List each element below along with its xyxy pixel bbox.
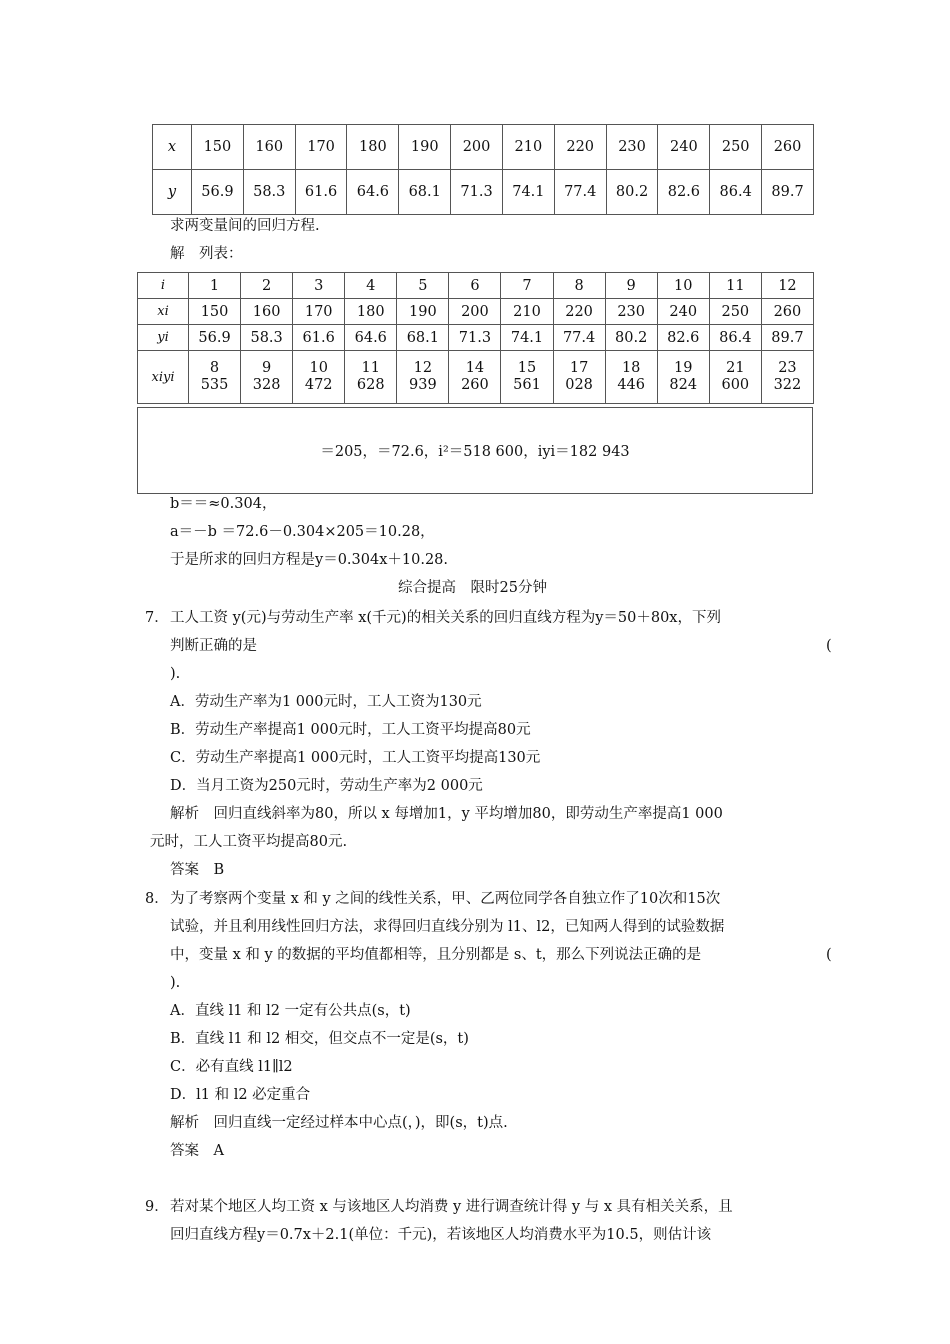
table-cell: 3 xyxy=(293,273,345,299)
q8-answer: 答案 A xyxy=(170,1143,224,1159)
q7-analysis-line1: 解析 回归直线斜率为80，所以 x 每增加1，y 平均增加80，即劳动生产率提高1 000 xyxy=(170,806,723,822)
table-cell: 74.1 xyxy=(501,325,553,351)
table-cell: 64.6 xyxy=(347,170,399,215)
q7-answer: 答案 B xyxy=(170,862,225,878)
table-cell: 68.1 xyxy=(399,170,451,215)
table-row xyxy=(138,351,814,404)
q9-line2: 回归直线方程y＝0.7x＋2.1(单位：千元)，若该地区人均消费水平为10.5，则估计该 xyxy=(170,1227,712,1243)
table-cell: 82.6 xyxy=(657,325,709,351)
table-cell: 23 322 xyxy=(761,351,813,404)
table-cell: 64.6 xyxy=(345,325,397,351)
slope-calc: b＝＝≈0.304， xyxy=(170,496,277,512)
table-cell: 10 xyxy=(657,273,709,299)
table-cell: 220 xyxy=(553,299,605,325)
summary-box xyxy=(137,407,813,494)
table-cell: 56.9 xyxy=(189,325,241,351)
table-cell: 260 xyxy=(761,299,813,325)
table-row xyxy=(153,125,814,170)
table-cell: 17 028 xyxy=(553,351,605,404)
table-cell: 77.4 xyxy=(553,325,605,351)
table-cell: 58.3 xyxy=(243,170,295,215)
table-row xyxy=(138,273,814,299)
table-cell: 190 xyxy=(397,299,449,325)
table-cell: 7 xyxy=(501,273,553,299)
table-cell: 250 xyxy=(710,125,762,170)
q8-analysis: 解析 回归直线一定经过样本中心点(，)，即(s，t)点. xyxy=(170,1115,508,1131)
table-cell: 260 xyxy=(762,125,814,170)
table-cell: 150 xyxy=(189,299,241,325)
row-header-cell: y xyxy=(153,170,192,215)
q8-line3: 中，变量 x 和 y 的数据的平均值都相等，且分别都是 s、t，那么下列说法正确的是 xyxy=(170,947,702,963)
table-row xyxy=(138,299,814,325)
table-cell: 240 xyxy=(658,125,710,170)
q8-line1: 为了考察两个变量 x 和 y 之间的线性关系，甲、乙两位同学各自独立作了10次和15次 xyxy=(170,891,721,907)
data-table-x-y xyxy=(152,124,814,215)
q9-line1: 若对某个地区人均工资 x 与该地区人均消费 y 进行调查统计得 y 与 x 具有相关关系，且 xyxy=(170,1199,733,1215)
table-cell: 210 xyxy=(501,299,553,325)
table-cell: 68.1 xyxy=(397,325,449,351)
q7-line1: 工人工资 y(元)与劳动生产率 x(千元)的相关关系的回归直线方程为y＝50＋80x，下列 xyxy=(170,610,721,626)
table-cell: 1 xyxy=(189,273,241,299)
table-cell: 230 xyxy=(606,125,658,170)
q7-option-a: A．劳动生产率为1 000元时，工人工资为130元 xyxy=(170,694,482,710)
table-cell: 21 600 xyxy=(709,351,761,404)
table-cell: 200 xyxy=(449,299,501,325)
table-cell: 61.6 xyxy=(295,170,347,215)
table-cell: 180 xyxy=(345,299,397,325)
q8-paren-open: ( xyxy=(826,947,832,963)
q8-paren-close: ). xyxy=(170,975,181,991)
table-cell: 230 xyxy=(605,299,657,325)
q7-number: 7． xyxy=(145,610,169,626)
row-header-cell: x xyxy=(153,125,192,170)
q7-paren-close: ). xyxy=(170,666,181,682)
table-cell: 9 328 xyxy=(241,351,293,404)
q7-analysis-line2: 元时，工人工资平均提高80元. xyxy=(150,834,348,850)
table-cell: 86.4 xyxy=(709,325,761,351)
table-cell: 250 xyxy=(709,299,761,325)
table-cell: 200 xyxy=(451,125,503,170)
table-cell: 82.6 xyxy=(658,170,710,215)
table-cell: 12 939 xyxy=(397,351,449,404)
table-cell: 14 260 xyxy=(449,351,501,404)
table-cell: 11 xyxy=(709,273,761,299)
table-cell: 77.4 xyxy=(554,170,606,215)
row-header-cell: xiyi xyxy=(138,351,189,404)
table-cell: 4 xyxy=(345,273,397,299)
table-cell: 74.1 xyxy=(502,170,554,215)
table-cell: 170 xyxy=(293,299,345,325)
computation-table xyxy=(137,272,814,404)
table-cell: 86.4 xyxy=(710,170,762,215)
table-cell: 61.6 xyxy=(293,325,345,351)
row-header-cell: xi xyxy=(138,299,189,325)
solution-label: 解 列表： xyxy=(170,246,243,262)
table-cell: 8 535 xyxy=(189,351,241,404)
table-cell: 71.3 xyxy=(449,325,501,351)
table-cell: 18 446 xyxy=(605,351,657,404)
row-header-cell: yi xyxy=(138,325,189,351)
table-cell: 89.7 xyxy=(761,325,813,351)
table-cell: 240 xyxy=(657,299,709,325)
q8-option-a: A．直线 l1 和 l2 一定有公共点(s，t) xyxy=(170,1003,411,1019)
table-cell: 56.9 xyxy=(192,170,244,215)
table-cell: 2 xyxy=(241,273,293,299)
table-cell: 150 xyxy=(192,125,244,170)
table-cell: 8 xyxy=(553,273,605,299)
table-cell: 160 xyxy=(241,299,293,325)
q7-paren-open: ( xyxy=(826,638,832,654)
q7-option-c: C．劳动生产率提高1 000元时，工人工资平均提高130元 xyxy=(170,750,541,766)
table-cell: 80.2 xyxy=(606,170,658,215)
table-cell: 6 xyxy=(449,273,501,299)
q7-line2: 判断正确的是 xyxy=(170,638,257,654)
q8-option-b: B．直线 l1 和 l2 相交，但交点不一定是(s，t) xyxy=(170,1031,469,1047)
table-cell: 11 628 xyxy=(345,351,397,404)
table-cell: 9 xyxy=(605,273,657,299)
intercept-calc: a＝－b ＝72.6－0.304×205＝10.28， xyxy=(170,524,435,540)
table-cell: 210 xyxy=(502,125,554,170)
table-cell: 19 824 xyxy=(657,351,709,404)
table-cell: 160 xyxy=(243,125,295,170)
regression-result: 于是所求的回归方程是y＝0.304x＋10.28. xyxy=(170,552,448,568)
table-cell: 190 xyxy=(399,125,451,170)
table-cell: 15 561 xyxy=(501,351,553,404)
summary-text: ＝205，＝72.6，i²＝518 600，iyi＝182 943 xyxy=(320,444,630,460)
question-prompt: 求两变量间的回归方程. xyxy=(170,218,320,234)
table-cell: 71.3 xyxy=(451,170,503,215)
q7-option-b: B．劳动生产率提高1 000元时，工人工资平均提高80元 xyxy=(170,722,531,738)
table-cell: 220 xyxy=(554,125,606,170)
q8-option-d: D．l1 和 l2 必定重合 xyxy=(170,1087,311,1103)
table-cell: 12 xyxy=(761,273,813,299)
table-cell: 80.2 xyxy=(605,325,657,351)
q8-option-c: C．必有直线 l1∥l2 xyxy=(170,1059,293,1075)
table-cell: 89.7 xyxy=(762,170,814,215)
section-heading: 综合提高 限时25分钟 xyxy=(398,580,547,596)
table-cell: 5 xyxy=(397,273,449,299)
q7-option-d: D．当月工资为250元时，劳动生产率为2 000元 xyxy=(170,778,483,794)
table-row xyxy=(138,325,814,351)
row-header-cell: i xyxy=(138,273,189,299)
table-row xyxy=(153,170,814,215)
table-cell: 170 xyxy=(295,125,347,170)
q9-number: 9． xyxy=(145,1199,169,1215)
q8-line2: 试验，并且利用线性回归方法，求得回归直线分别为 l1、l2，已知两人得到的试验数据 xyxy=(170,919,725,935)
q8-number: 8． xyxy=(145,891,169,907)
table-cell: 10 472 xyxy=(293,351,345,404)
table-cell: 180 xyxy=(347,125,399,170)
table-cell: 58.3 xyxy=(241,325,293,351)
